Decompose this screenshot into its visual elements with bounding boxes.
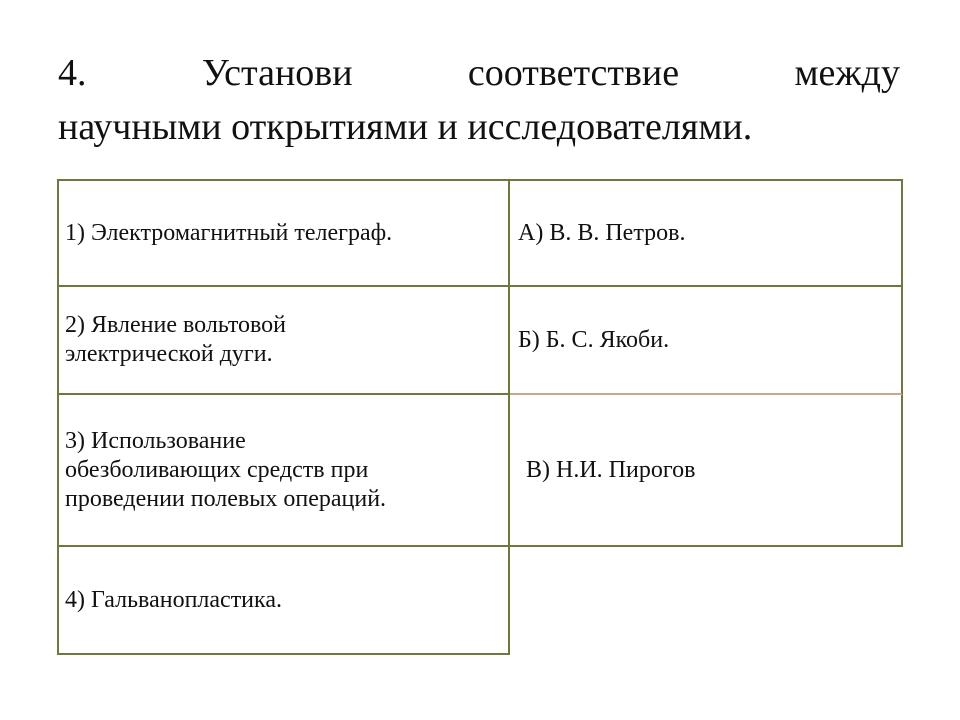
scientist-cell-1	[510, 179, 903, 287]
scientist-text-1: А) В. В. Петров.	[518, 219, 686, 246]
title-line-1	[58, 46, 900, 100]
discovery-text-2: 2) Явление вольтовой электрической дуги.	[65, 312, 287, 367]
title-word-2: соответствие	[467, 52, 680, 94]
task-title	[58, 46, 900, 154]
discovery-cell-3	[57, 395, 510, 547]
title-line-2: научными открытиями и исследователями.	[58, 106, 753, 148]
discovery-cell-4	[57, 547, 510, 655]
title-word-3: между	[794, 52, 900, 94]
discovery-cell-1	[57, 179, 510, 287]
discovery-text-3: 3) Использование обезболивающих средств при проведении полевых операций.	[65, 427, 387, 512]
scientist-text-2: Б) Б. С. Якоби.	[518, 326, 670, 353]
scientist-text-3: В) Н.И. Пирогов	[526, 456, 696, 483]
title-word-1: Установи	[201, 52, 353, 94]
discovery-text-1: 1) Электромагнитный телеграф.	[65, 219, 393, 246]
discovery-cell-2	[57, 287, 510, 395]
task-number: 4.	[58, 52, 87, 94]
scientist-cell-3	[510, 395, 903, 547]
scientist-cell-2	[510, 287, 903, 395]
discovery-text-4: 4) Гальванопластика.	[65, 586, 282, 613]
